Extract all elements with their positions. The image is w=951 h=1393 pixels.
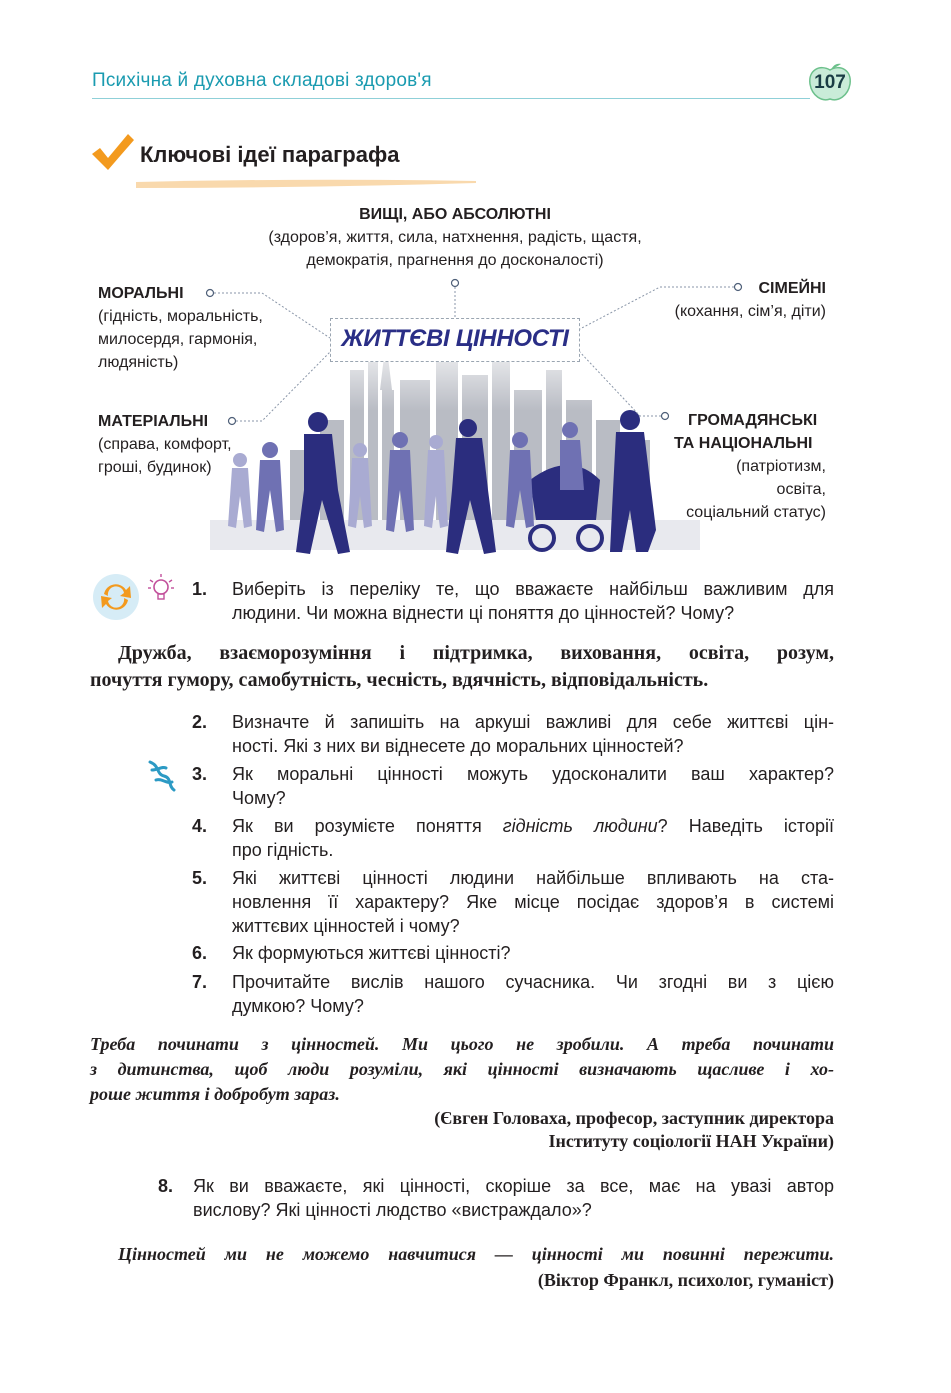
question-5-line1: Які життєві цінності людини найбільше впливають на ста- xyxy=(232,868,834,888)
question-1-line1: Виберіть із переліку те, що вважаєте найбільш важливим для xyxy=(232,579,834,599)
question-2-number: 2. xyxy=(192,712,208,732)
category-material-line1: (справа, комфорт, xyxy=(98,436,232,453)
question-2-line1: Визначте й запишіть на аркуші важливі для себе життєві цін- xyxy=(232,712,834,732)
category-civic-title2: ТА НАЦІОНАЛЬНІ xyxy=(674,435,813,452)
quote-1-attribution-1: (Євген Головаха, професор, заступник директора xyxy=(434,1108,834,1128)
category-top-line2: демократія, прагнення до досконалості) xyxy=(306,252,604,269)
quote-1-line3: роше життя і добробут зараз. xyxy=(90,1084,340,1104)
question-6-number: 6. xyxy=(192,943,208,963)
category-family-title: СІМЕЙНІ xyxy=(758,280,826,297)
category-civic-line2: освіта, xyxy=(776,481,826,498)
question-3-line1: Як моральні цінності можуть удосконалити ваш характер? xyxy=(232,764,834,784)
category-material-line2: гроші, будинок) xyxy=(98,459,212,476)
cycle-arrows-icon xyxy=(90,572,142,622)
category-moral-line2: милосердя, гармонія, xyxy=(98,331,258,348)
question-7-line1: Прочитайте вислів нашого сучасника. Чи згодні ви з цією xyxy=(232,972,834,992)
quote-1-line2: з дитинства, щоб люди розуміли, які цінності визначають щасливе і хо- xyxy=(90,1059,834,1079)
question-4-number: 4. xyxy=(192,816,208,836)
rope-knot-icon xyxy=(146,758,178,794)
question-6-line1: Як формуються життєві цінності? xyxy=(232,943,511,963)
question-4-text-a: Як ви розумієте поняття xyxy=(232,816,503,836)
running-title: Психічна й духовна складові здоров'я xyxy=(92,70,432,91)
question-8-number: 8. xyxy=(158,1176,174,1196)
question-8-line1: Як ви вважаєте, які цінності, скоріше за все, має на увазі автор xyxy=(193,1176,834,1196)
question-4-line1 xyxy=(232,814,834,838)
category-civic xyxy=(640,409,826,524)
category-civic-line1: (патріотизм, xyxy=(736,458,826,475)
quote-2-line1: Цінностей ми не можемо навчитися — цінності ми повинні пережити. xyxy=(118,1244,834,1264)
question-2-line2: ності. Які з них ви віднесете до моральних цінностей? xyxy=(232,736,684,756)
category-material xyxy=(98,410,298,479)
category-top-title: ВИЩІ, АБО АБСОЛЮТНІ xyxy=(359,206,551,223)
question-5-line2: новлення її характеру? Яке місце посідає здоров’я в системі xyxy=(232,892,834,912)
category-moral-line1: (гідність, моральність, xyxy=(98,308,263,325)
category-family xyxy=(620,277,826,323)
quote-1-line1: Треба починати з цінностей. Ми цього не зробили. А треба починати xyxy=(90,1034,834,1054)
question-4-line2: про гідність. xyxy=(232,840,334,860)
section-title: Ключові ідеї параграфа xyxy=(140,142,400,167)
center-label: ЖИТТЄВІ ЦІННОСТІ xyxy=(341,325,569,352)
question-4-emphasis: гідність людини xyxy=(502,816,658,836)
question-1-number: 1. xyxy=(192,579,208,599)
category-material-title: МАТЕРІАЛЬНІ xyxy=(98,413,209,430)
category-civic-line3: соціальний статус) xyxy=(686,504,826,521)
category-moral-title: МОРАЛЬНІ xyxy=(98,285,184,302)
question-1-line2: людини. Чи можна віднести ці поняття до цінностей? Чому? xyxy=(232,603,735,623)
category-moral-line3: людяність) xyxy=(98,354,179,371)
category-moral xyxy=(98,282,308,374)
question-3-number: 3. xyxy=(192,764,208,784)
question-5-number: 5. xyxy=(192,868,208,888)
question-4-text-b: ? Наведіть історії xyxy=(657,816,834,836)
page-number: 107 xyxy=(814,72,846,93)
category-top xyxy=(240,203,670,272)
question-3-line2: Чому? xyxy=(232,788,286,808)
question-8-line2: вислову? Які цінності людство «вистраждало»? xyxy=(193,1200,592,1220)
category-family-line1: (кохання, сім’я, діти) xyxy=(674,303,826,320)
category-civic-title1: ГРОМАДЯНСЬКІ xyxy=(688,412,818,429)
quote-2-attribution: (Віктор Франкл, психолог, гуманіст) xyxy=(537,1270,834,1290)
values-list-line1: Дружба, взаєморозуміння і підтримка, виховання, освіта, розум, xyxy=(118,642,834,664)
values-list-line2: почуття гумору, самобутність, чесність, вдячність, відповідальність. xyxy=(90,669,709,691)
quote-1-attribution-2: Інституту соціології НАН України) xyxy=(548,1131,834,1151)
question-7-line2: думкою? Чому? xyxy=(232,996,364,1016)
lightbulb-icon xyxy=(146,572,176,608)
question-7-number: 7. xyxy=(192,972,208,992)
category-top-line1: (здоров’я, життя, сила, натхнення, радість, щастя, xyxy=(268,229,642,246)
question-5-line3: життєвих цінностей і чому? xyxy=(232,916,460,936)
